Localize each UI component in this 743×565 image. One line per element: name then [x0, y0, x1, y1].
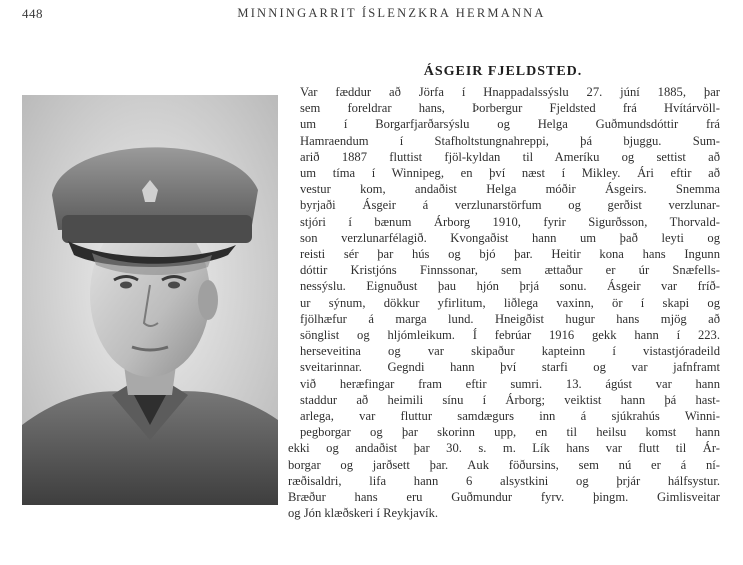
page-number: 448	[22, 6, 43, 21]
running-head: MINNINGARRIT ÍSLENZKRA HERMANNA	[237, 6, 546, 20]
body-line: ekki og andaðist þar 30. s. m. Lík hans var flutt til Ár-	[288, 441, 720, 456]
body-line: um tíma í Winnipeg, en því næst í Mikley. Ári eftir að	[300, 166, 720, 181]
body-line: við heræfingar fram eftir sumri. 13. ágúst var hann	[300, 376, 720, 391]
body-line: borgar og jarðsett þar. Auk föðursins, sem nú er á ní-	[288, 457, 720, 472]
body-line: ræðisaldri, lifa hann 6 alsystkini og þrjár hálfsystur.	[288, 473, 720, 488]
body-line: arið 1887 fluttist fjöl-kyldan til Ameríku og settist að	[300, 149, 720, 164]
body-line: herseveitina og var skipaður kapteinn í vistastjóradeild	[300, 344, 720, 359]
portrait-photo	[22, 95, 278, 505]
portrait-image	[22, 95, 278, 505]
body-line: og Jón klæðskeri í Reykjavík.	[288, 506, 439, 521]
body-line: sveitarinnar. Gegndi hann því starfi og var jafnframt	[300, 360, 720, 375]
body-line: son verzlunarfélagið. Kvongaðist hann um það leyti og	[300, 230, 720, 245]
body-line: stjóri í bænum Árborg 1910, fyrir Sigurðsson, Thorvald-	[300, 214, 720, 229]
body-line: staddur að heimili sínu í Árborg; veiktist hann þá hast-	[300, 392, 720, 407]
body-line: byrjaði Ásgeir á verzlunarstörfum og gerðist verzlunar-	[300, 198, 720, 213]
body-line: nessýslu. Eignuðust þau hjón þrjá sonu. Ásgeir var fríð-	[300, 279, 720, 294]
body-line: dóttir Kristjóns Finnssonar, sem ættaður er úr Snæfells-	[300, 263, 720, 278]
body-line: sönglist og hljómleikum. Í febrúar 1916 gekk hann í 223.	[300, 328, 720, 343]
article-body	[288, 84, 720, 521]
body-line: pegborgar og þar skorinn upp, en til heilsu komst hann	[300, 425, 720, 440]
body-line: Var fæddur að Jörfa í Hnappadalssýslu 27. júní 1885, þar	[300, 85, 720, 99]
body-line: sem foreldrar hans, Þorbergur Fjeldsted frá Hvítárvöll-	[300, 101, 720, 116]
article-title: ÁSGEIR FJELDSTED.	[423, 64, 583, 79]
body-line: arlega, var fluttur samdægurs inn á sjúkrahús Winni-	[300, 409, 720, 424]
body-line: fjölhæfur á marga lund. Hneigðist hugur hans mjög að	[300, 311, 720, 326]
body-line: vestur kom, andaðist Helga móðir Ásgeirs. Snemma	[300, 182, 720, 197]
body-line: um í Borgarfjarðarsýslu og Helga Guðmundsdóttir frá	[300, 117, 720, 132]
body-line: Hamraendum í Stafholtstungnahreppi, þá bjuggu. Sum-	[300, 133, 720, 148]
body-line: ur sýnum, dökkur yfirlitum, liðlega vaxinn, ör í skapi og	[300, 295, 720, 310]
body-line: reisti sér þar hús og bjó þar. Heitir kona hans Ingunn	[300, 247, 720, 262]
body-line: Bræður hans eru Guðmundur fyrv. þingm. Gimlisveitar	[288, 490, 720, 505]
